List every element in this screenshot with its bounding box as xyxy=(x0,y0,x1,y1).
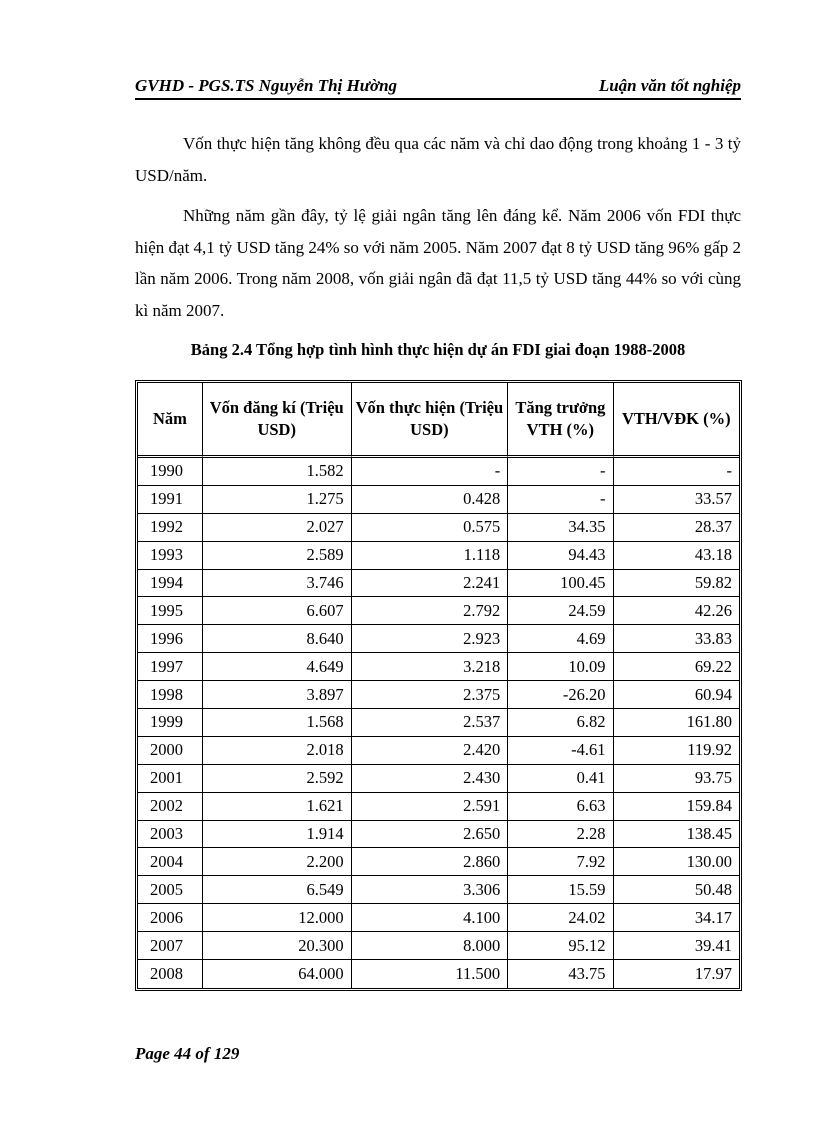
cell-ratio: 69.22 xyxy=(614,653,739,681)
cell-registered: 3.746 xyxy=(203,570,352,598)
cell-ratio: 42.26 xyxy=(614,597,739,625)
cell-year: 2002 xyxy=(138,793,203,821)
cell-year: 2000 xyxy=(138,737,203,765)
cell-year: 1994 xyxy=(138,570,203,598)
paragraph-2: Những năm gần đây, tỷ lệ giải ngân tăng lên đáng kể. Năm 2006 vốn FDI thực hiện đạt 4,1 tỷ USD tăng 24% so với năm 2005. Năm 2007 đạt 8 tỷ USD tăng 96% gấp 2 lần năm 2006. Trong năm 2008, vốn giải ngân đã đạt 11,5 tỷ USD tăng 44% so với cùng kì năm 2007. xyxy=(135,206,741,320)
cell-implemented: 2.591 xyxy=(352,793,509,821)
cell-ratio: - xyxy=(614,458,739,486)
cell-year: 1998 xyxy=(138,681,203,709)
cell-implemented: 3.218 xyxy=(352,653,509,681)
cell-implemented: 2.860 xyxy=(352,848,509,876)
cell-registered: 12.000 xyxy=(203,904,352,932)
cell-registered: 20.300 xyxy=(203,932,352,960)
header-advisor: GVHD - PGS.TS Nguyễn Thị Hường xyxy=(135,76,398,95)
cell-implemented: - xyxy=(352,458,509,486)
cell-growth: - xyxy=(508,486,613,514)
cell-registered: 8.640 xyxy=(203,625,352,653)
cell-implemented: 2.375 xyxy=(352,681,509,709)
cell-registered: 1.914 xyxy=(203,821,352,849)
cell-year: 1999 xyxy=(138,709,203,737)
cell-growth: 43.75 xyxy=(508,960,613,988)
col-header-ratio: VTH/VĐK (%) xyxy=(614,383,739,458)
cell-implemented: 2.650 xyxy=(352,821,509,849)
col-header-growth: Tăng trưởng VTH (%) xyxy=(508,383,613,458)
cell-ratio: 34.17 xyxy=(614,904,739,932)
table-row xyxy=(138,486,739,514)
cell-ratio: 159.84 xyxy=(614,793,739,821)
cell-registered: 2.589 xyxy=(203,542,352,570)
fdi-table xyxy=(135,380,742,991)
cell-year: 2003 xyxy=(138,821,203,849)
table-header-row xyxy=(138,383,739,458)
cell-implemented: 11.500 xyxy=(352,960,509,988)
cell-registered: 1.275 xyxy=(203,486,352,514)
cell-growth: -4.61 xyxy=(508,737,613,765)
cell-year: 1993 xyxy=(138,542,203,570)
cell-implemented: 2.537 xyxy=(352,709,509,737)
cell-year: 1992 xyxy=(138,514,203,542)
cell-year: 1997 xyxy=(138,653,203,681)
header-doc-type: Luận văn tốt nghiệp xyxy=(598,76,741,95)
table-row xyxy=(138,904,739,932)
cell-ratio: 138.45 xyxy=(614,821,739,849)
cell-ratio: 43.18 xyxy=(614,542,739,570)
cell-ratio: 28.37 xyxy=(614,514,739,542)
cell-growth: 10.09 xyxy=(508,653,613,681)
cell-registered: 3.897 xyxy=(203,681,352,709)
cell-implemented: 0.428 xyxy=(352,486,509,514)
cell-implemented: 4.100 xyxy=(352,904,509,932)
col-header-implemented: Vốn thực hiện (Triệu USD) xyxy=(352,383,509,458)
cell-growth: 0.41 xyxy=(508,765,613,793)
table-row xyxy=(138,458,739,486)
cell-implemented: 8.000 xyxy=(352,932,509,960)
col-header-year: Năm xyxy=(138,383,203,458)
cell-ratio: 60.94 xyxy=(614,681,739,709)
table-row xyxy=(138,625,739,653)
cell-growth: 2.28 xyxy=(508,821,613,849)
cell-year: 2005 xyxy=(138,876,203,904)
cell-year: 2001 xyxy=(138,765,203,793)
cell-implemented: 1.118 xyxy=(352,542,509,570)
table-row xyxy=(138,737,739,765)
cell-year: 2007 xyxy=(138,932,203,960)
cell-growth: 6.82 xyxy=(508,709,613,737)
cell-registered: 1.582 xyxy=(203,458,352,486)
cell-year: 2004 xyxy=(138,848,203,876)
table-row xyxy=(138,653,739,681)
paragraph-1: Vốn thực hiện tăng không đều qua các năm và chỉ dao động trong khoảng 1 - 3 tỷ USD/năm. xyxy=(135,134,741,185)
cell-implemented: 2.792 xyxy=(352,597,509,625)
page-header xyxy=(135,76,741,100)
cell-growth: 7.92 xyxy=(508,848,613,876)
cell-registered: 6.607 xyxy=(203,597,352,625)
cell-year: 1996 xyxy=(138,625,203,653)
cell-year: 1990 xyxy=(138,458,203,486)
table-row xyxy=(138,709,739,737)
cell-year: 2006 xyxy=(138,904,203,932)
cell-growth: 6.63 xyxy=(508,793,613,821)
cell-registered: 2.027 xyxy=(203,514,352,542)
page-number: Page 44 of 129 xyxy=(135,1044,240,1063)
table-row xyxy=(138,932,739,960)
cell-growth: 34.35 xyxy=(508,514,613,542)
table-row xyxy=(138,960,739,988)
col-header-registered: Vốn đăng kí (Triệu USD) xyxy=(203,383,352,458)
table-row xyxy=(138,848,739,876)
cell-ratio: 161.80 xyxy=(614,709,739,737)
table-row xyxy=(138,765,739,793)
table-row xyxy=(138,570,739,598)
cell-growth: 15.59 xyxy=(508,876,613,904)
table-row xyxy=(138,681,739,709)
cell-ratio: 33.83 xyxy=(614,625,739,653)
cell-growth: - xyxy=(508,458,613,486)
cell-implemented: 0.575 xyxy=(352,514,509,542)
cell-implemented: 2.430 xyxy=(352,765,509,793)
cell-growth: -26.20 xyxy=(508,681,613,709)
cell-implemented: 2.923 xyxy=(352,625,509,653)
cell-registered: 2.592 xyxy=(203,765,352,793)
table-row xyxy=(138,821,739,849)
cell-implemented: 2.420 xyxy=(352,737,509,765)
cell-implemented: 2.241 xyxy=(352,570,509,598)
cell-registered: 4.649 xyxy=(203,653,352,681)
table-row xyxy=(138,876,739,904)
table-row xyxy=(138,542,739,570)
cell-growth: 4.69 xyxy=(508,625,613,653)
cell-ratio: 17.97 xyxy=(694,963,732,983)
cell-ratio: 39.41 xyxy=(614,932,739,960)
table-row xyxy=(138,597,739,625)
cell-implemented: 3.306 xyxy=(352,876,509,904)
table-row xyxy=(138,793,739,821)
cell-ratio: 50.48 xyxy=(614,876,739,904)
cell-registered: 2.200 xyxy=(203,848,352,876)
cell-registered: 64.000 xyxy=(203,960,352,988)
cell-growth: 24.02 xyxy=(508,904,613,932)
cell-year: 1995 xyxy=(138,597,203,625)
cell-growth: 24.59 xyxy=(508,597,613,625)
cell-growth: 95.12 xyxy=(508,932,613,960)
cell-ratio: 59.82 xyxy=(614,570,739,598)
cell-growth: 100.45 xyxy=(508,570,613,598)
cell-registered: 2.018 xyxy=(203,737,352,765)
cell-year: 1991 xyxy=(138,486,203,514)
cell-growth: 94.43 xyxy=(508,542,613,570)
table-caption: Bảng 2.4 Tổng hợp tình hình thực hiện dự án FDI giai đoạn 1988-2008 xyxy=(190,340,686,359)
table-row xyxy=(138,514,739,542)
cell-registered: 6.549 xyxy=(203,876,352,904)
cell-ratio: 33.57 xyxy=(614,486,739,514)
cell-ratio: 93.75 xyxy=(614,765,739,793)
cell-year: 2008 xyxy=(138,960,203,988)
cell-ratio: 119.92 xyxy=(614,737,739,765)
cell-ratio: 130.00 xyxy=(614,848,739,876)
cell-registered: 1.621 xyxy=(203,793,352,821)
cell-registered: 1.568 xyxy=(203,709,352,737)
